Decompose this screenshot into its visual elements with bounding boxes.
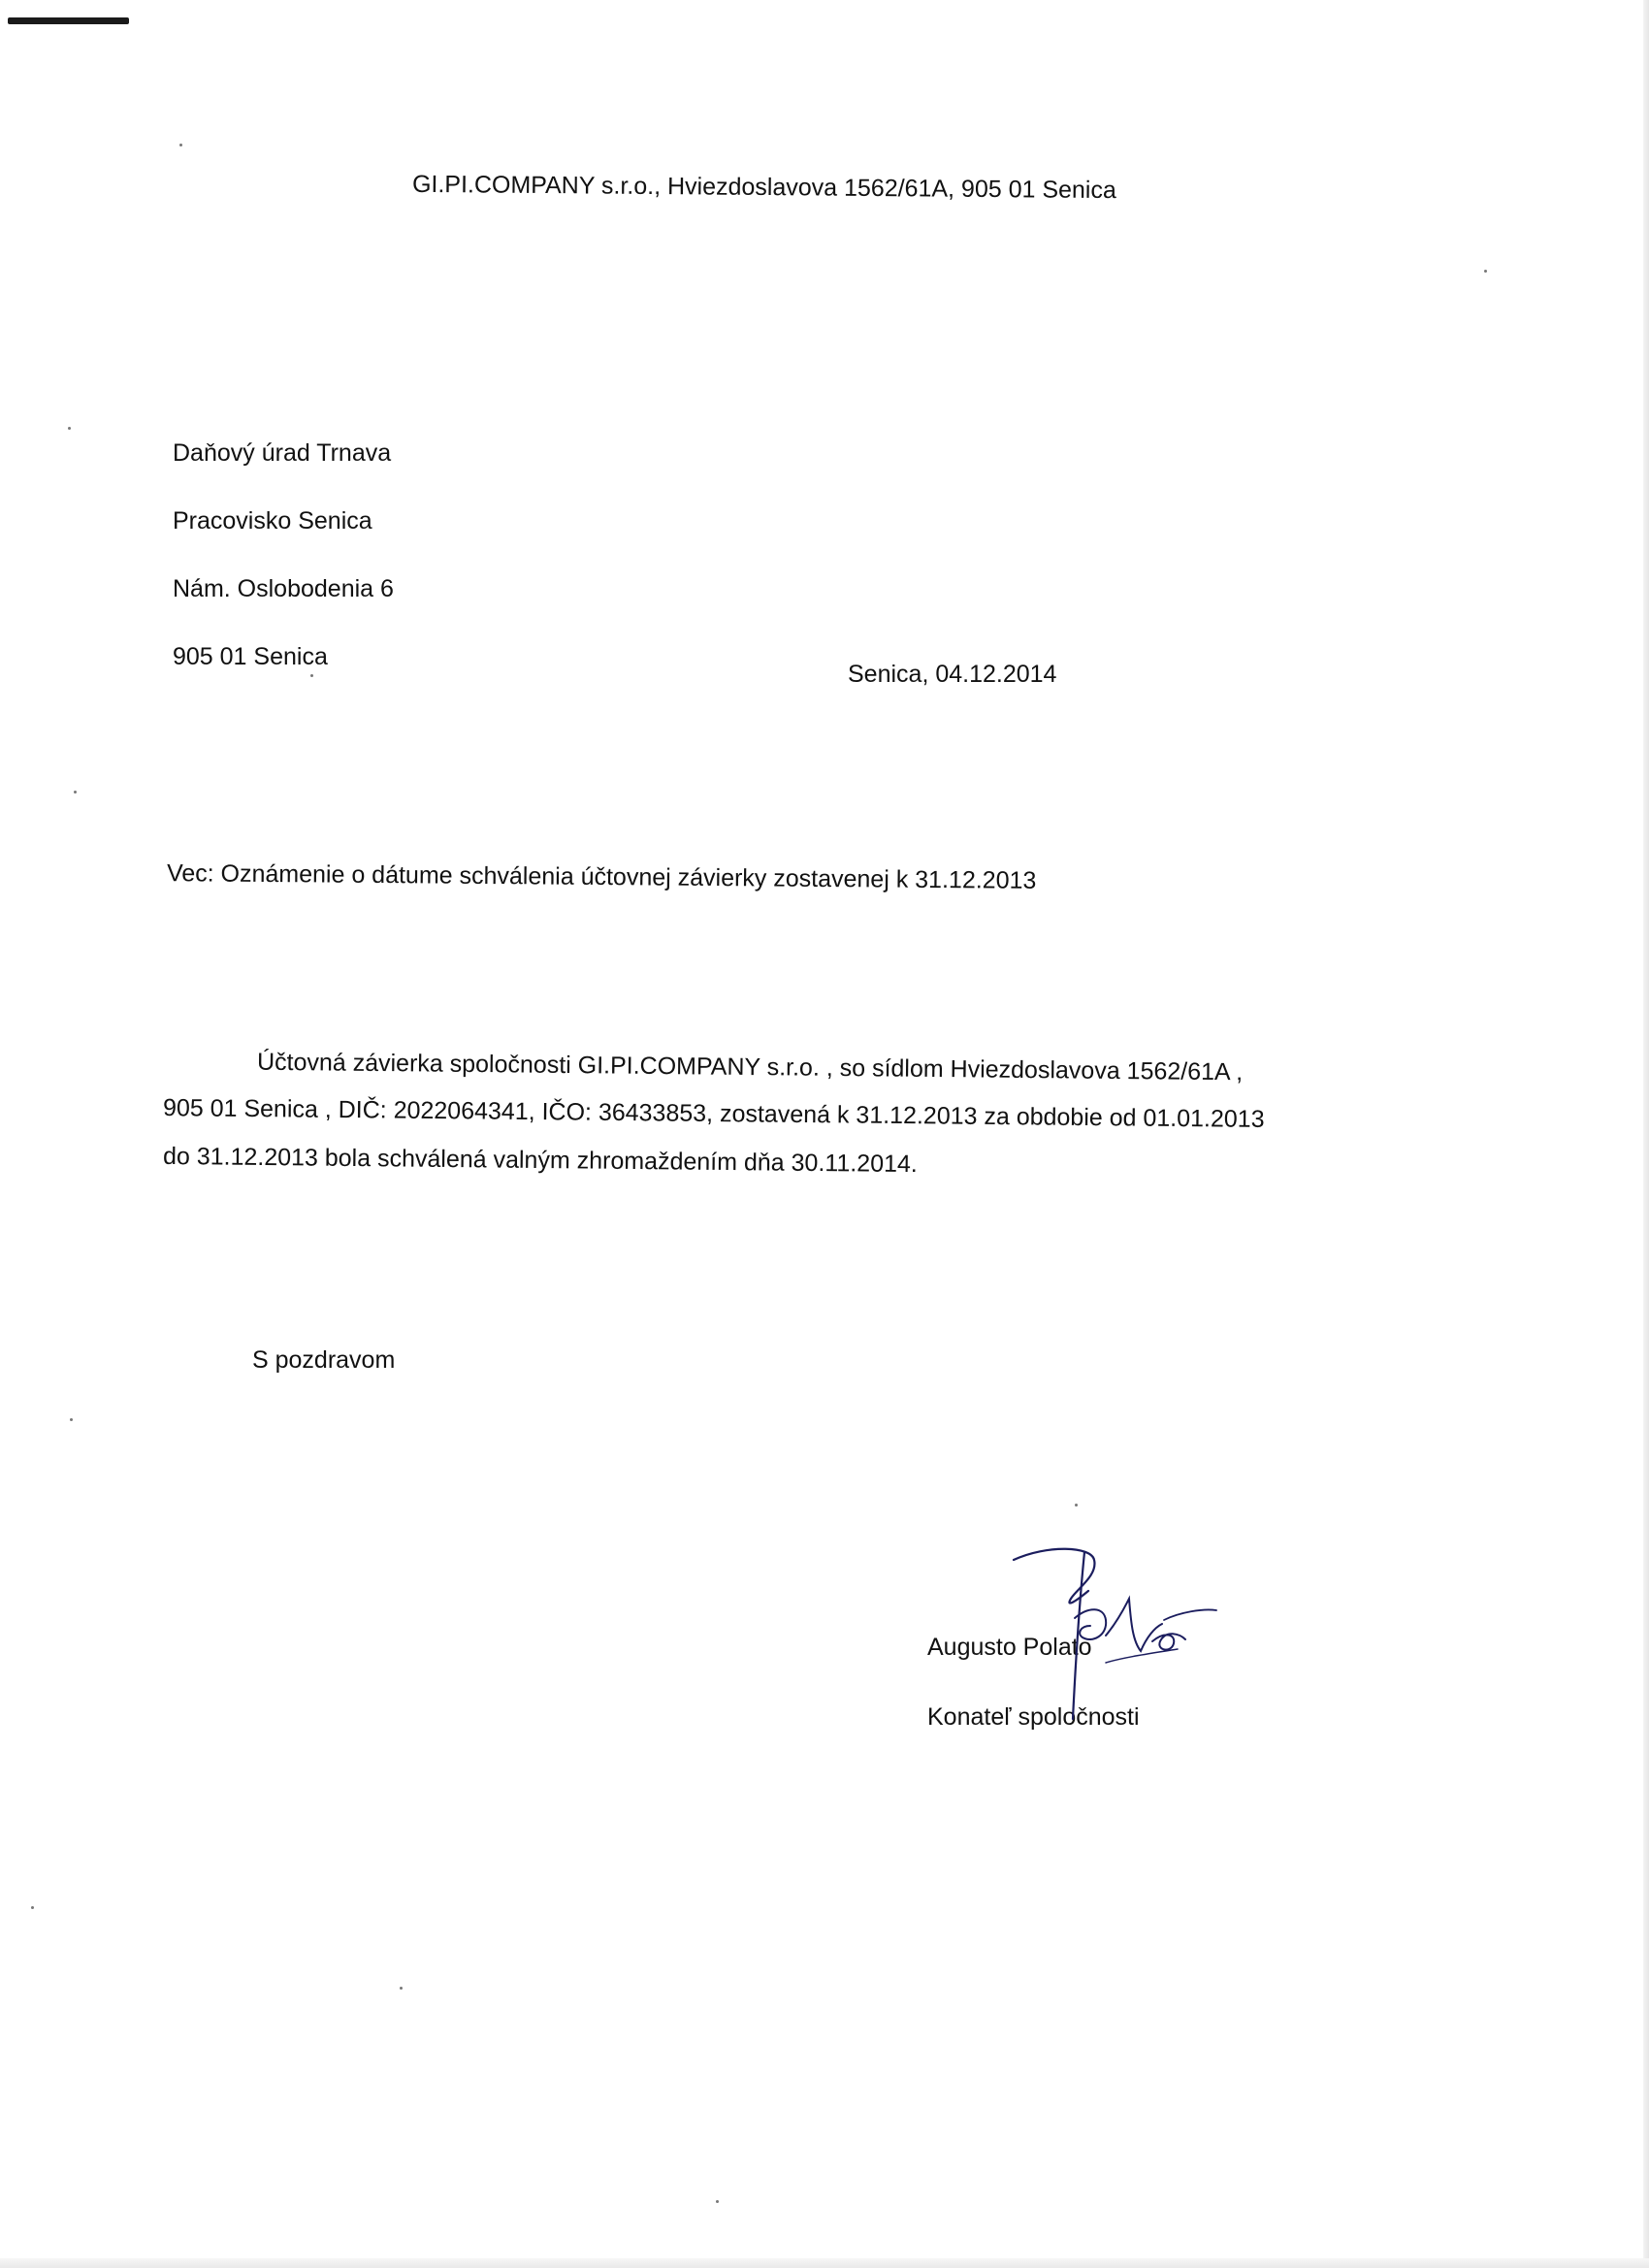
greeting: S pozdravom <box>252 1346 396 1374</box>
sender-address: GI.PI.COMPANY s.r.o., Hviezdoslavova 1562/61A, 905 01 Senica <box>411 170 1116 205</box>
scan-speck <box>74 791 77 794</box>
scan-speck <box>68 427 71 430</box>
body-line-2: 905 01 Senica , DIČ: 2022064341, IČO: 36433853, zostavená k 31.12.2013 za obdobie od 01.01.2013 <box>162 1094 1265 1133</box>
body-line-1: Účtovná závierka spoločnosti GI.PI.COMPANY s.r.o. , so sídlom Hviezdoslavova 1562/61A , <box>256 1048 1244 1086</box>
place-and-date: Senica, 04.12.2014 <box>848 661 1057 688</box>
scan-speck <box>1484 270 1487 273</box>
scan-speck <box>179 144 182 146</box>
scan-speck <box>400 1987 403 1990</box>
subject-line: Vec: Oznámenie o dátume schválenia účtovnej závierky zostavenej k 31.12.2013 <box>166 859 1037 894</box>
scan-right-edge <box>1643 0 1649 2268</box>
scan-speck <box>310 674 313 677</box>
scan-speck <box>716 2200 719 2203</box>
signatory-name: Augusto Polato <box>927 1634 1092 1661</box>
recipient-line-4: 905 01 Senica <box>173 643 328 670</box>
recipient-line-3: Nám. Oslobodenia 6 <box>173 575 394 602</box>
scan-speck <box>1075 1504 1078 1507</box>
signatory-role: Konateľ spoločnosti <box>927 1703 1140 1731</box>
handwritten-signature <box>1009 1542 1217 1727</box>
scan-speck <box>31 1906 34 1909</box>
body-line-3: do 31.12.2013 bola schválená valným zhromaždením dňa 30.11.2014. <box>162 1142 918 1179</box>
recipient-line-1: Daňový úrad Trnava <box>173 439 392 467</box>
scan-bottom-edge <box>0 2258 1649 2268</box>
scan-edge-mark <box>8 17 129 24</box>
scan-speck <box>70 1418 73 1421</box>
recipient-line-2: Pracovisko Senica <box>173 507 372 535</box>
